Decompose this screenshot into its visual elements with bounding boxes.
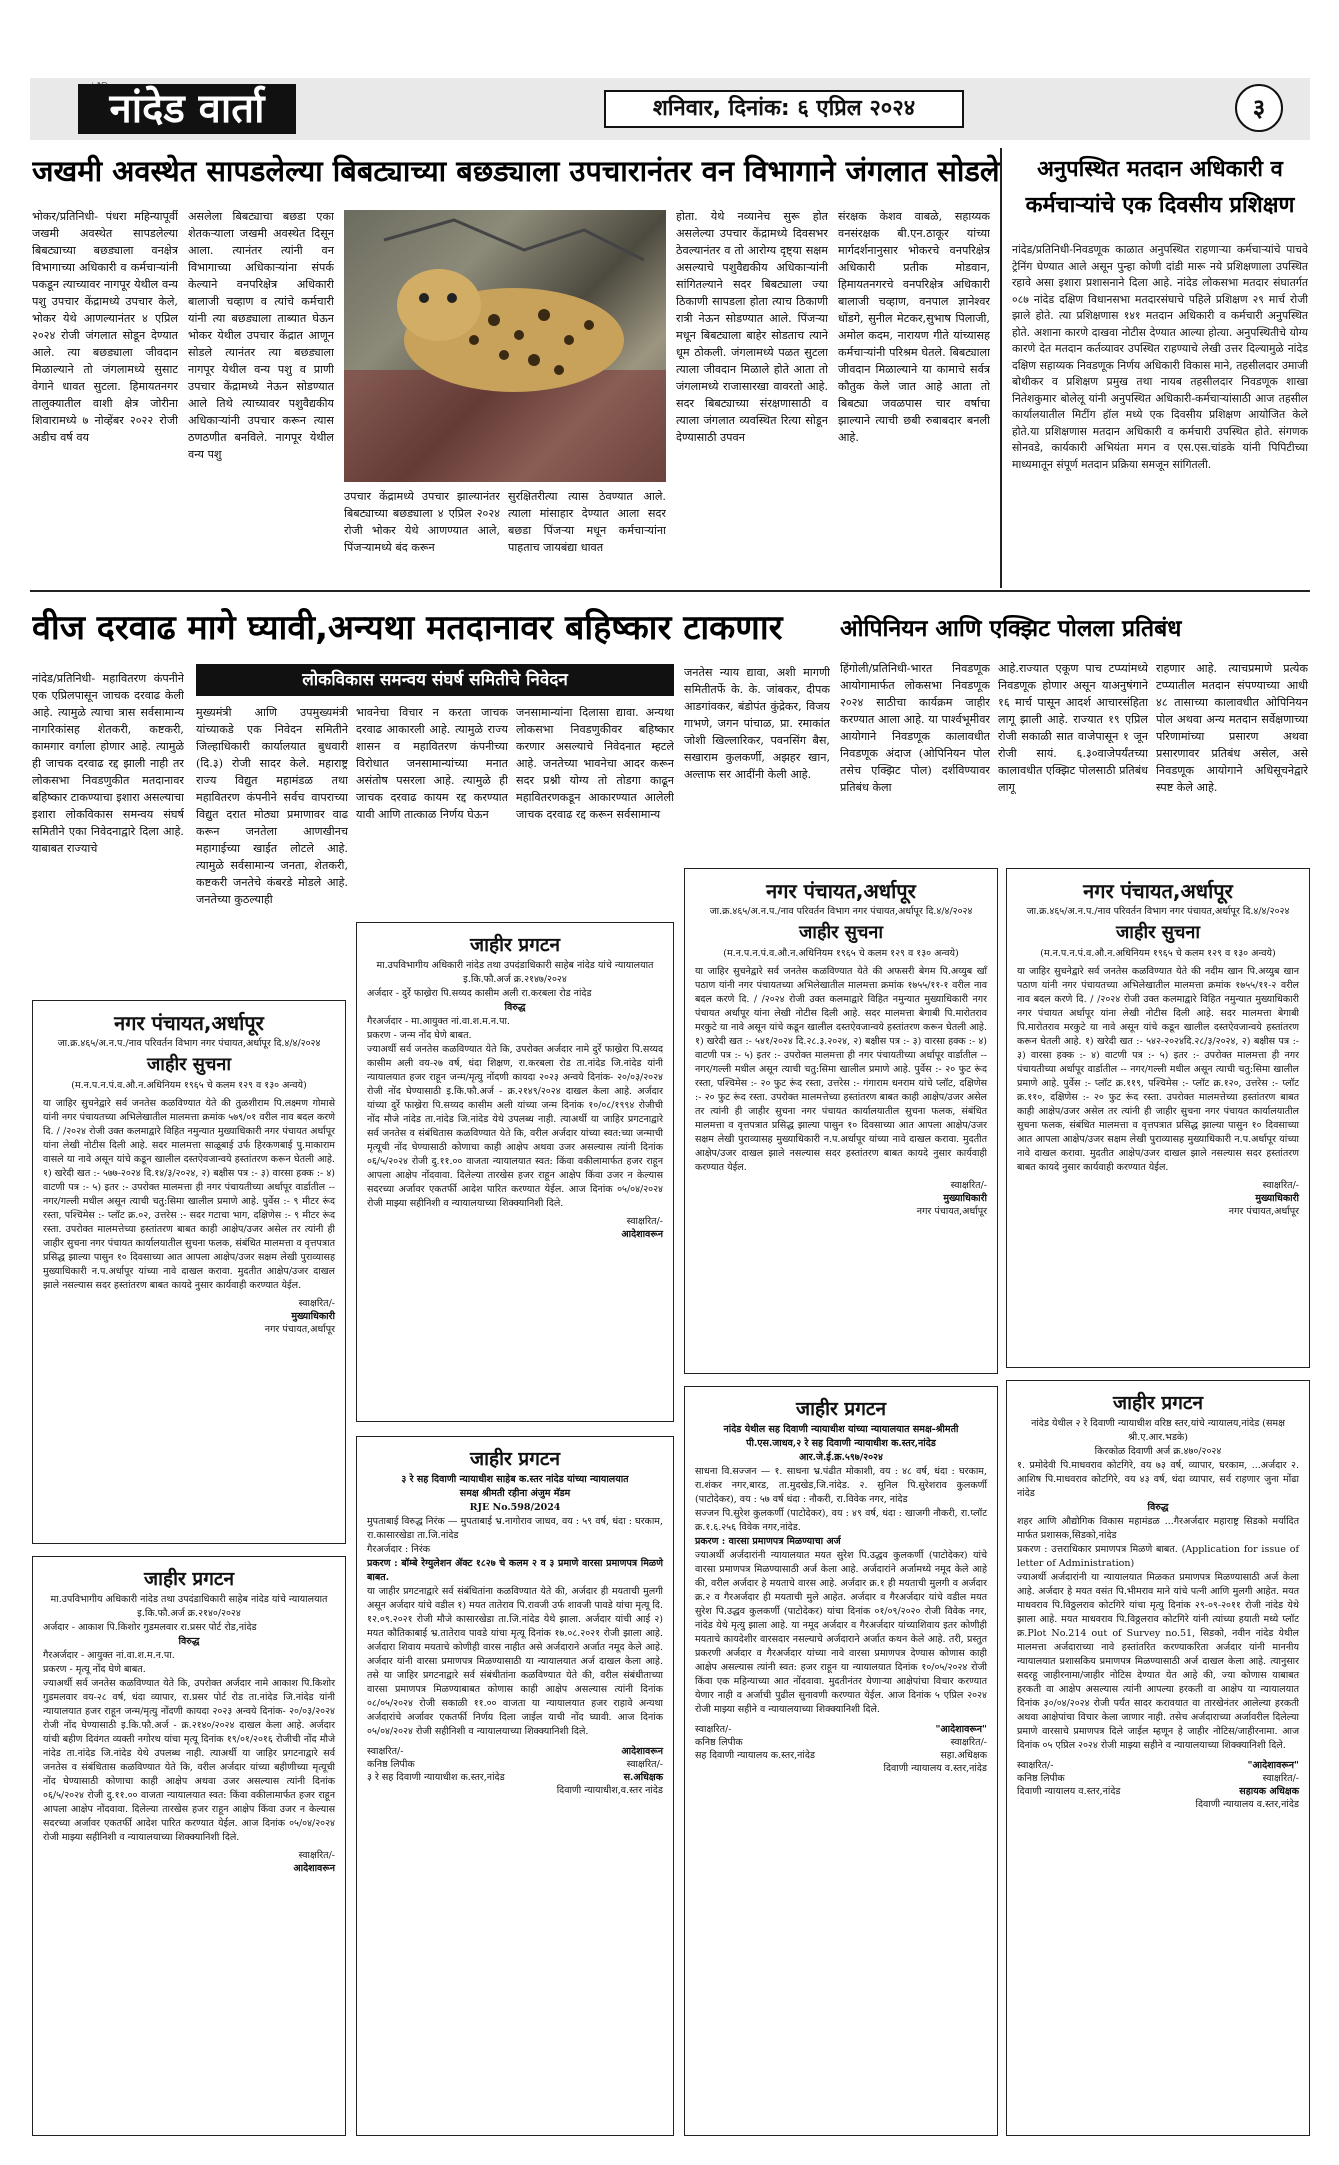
signature-left [1017,1759,1121,1811]
notice-respondent: सज्जन पि.सुरेश कुलकर्णी (पाटोदेकर), वय : ४९ वर्ष, धंदा : खाजगी नौकरी, रा.प्लॉट क्र.१.६.२५६ विवेक नगर,नांदेड. [695,1508,987,1533]
signature-office: ३ रे सह दिवाणी न्यायाधीश क.स्तर,नांदेड [367,1772,505,1783]
notice-petitioners: १. प्रमोदेवी पि.माधवराव कोटगिरे, वय ७३ वर्ष, व्यापार, घरकाम, ...अर्जदार २. आशिष पि.माधवराव कोटगिरे, वय ४३ वर्ष, धंदा व्यापार, सर्व राहणार जुना मोंढा नांदेड [1017,1460,1299,1499]
story1-col2: असलेला बिबट्याचा बछडा एका शेतकऱ्याला जखमी अवस्थेत दिसून आला. त्यानंतर त्यांनी वन विभागाच्या अधिकाऱ्यांना संपर्क केल्याने वनपरिक्षेत्र अधिकारी बालाजी चव्हाण व त्यांचे कर्मचारी यांनी त्या बछड्याला ताब्यात घेऊन भोकर येथील उपचार केंद्रात आणून सोडले त्यानंतर त्या बछड्याला नागपूर येथील वन्य पशु व प्राणी उपचार केंद्रामध्ये नेऊन सोडण्यात आले तिथे त्याच्यावर पशुवैद्यकीय अधिकाऱ्यांनी उपचार करून त्यास ठणठणीत बनविले. नागपूर येथील वन्य पशु [188,210,334,461]
notice-title: नगर पंचायत,अर्धापूर [114,1011,264,1035]
signature-line: स्वाक्षरित/- [298,1850,335,1861]
notice-judge: समक्ष श्रीमती रहीना अंजुम मॅडम [459,1488,571,1499]
notice-body: या जाहिर सुचनेद्वारे सर्व जनतेस कळविण्यात येते की तुळशीराम पि.लक्ष्मण गोमासे यांनी नगर पंचायतच्या अभिलेखातील मालमत्ता क्रमांक ५७९/०१ वरील नाव बदल करणे दि. / /२०२४ रोजी उक्त कलमाद्वारे विहित नमुन्यात मुख्याधिकारी नगर पंचायत अर्धापूर यांना लेखी नोटीस दिली आहे. सदर मालमत्ता साळूबाई उर्फ हिरकणबाई पु.माकाराम वासले या नावे असून यांचे कडून खालील दस्तऐवजान्वये हस्तांतरण करून घेतली आहे. १) खरेदी खत :- ५७७-२०२४ दि.१४/३/२०२४, २) बक्षीस पत्र :- ३) वारसा हक्क :- ४) वाटणी पत्र :- ५) इतर :- उपरोक्त मालमत्ता ही नगर पंचायतीच्या अर्धापूर वार्डातील -- नगर/गल्ली मधील असून त्याची चतु:सिमा खालील प्रमाणे आहे. पुर्वेस :- ९ मीटर रूंद रस्ता, पश्चिमेस :- प्लॉट क्र.०२, उत्तरेस :- सदर गटाचा भाग, दक्षिणेस :- ९ मीटर रूंद रस्ता. उपरोक्त मालमत्तेच्या हस्तांतरण बाबत काही आक्षेप/उजर असेल तर त्यांनी ही जाहीर सुचना नगर पंचायत कार्यालयातील सुचना फलक, संबंधित मालमत्ता व वृत्तपत्रात प्रसिद्ध झाल्या पासुन १० दिवसाच्या आत आपला आक्षेप/उजर सक्षम लेखी पुराव्यासह मुख्याधिकारी न.प.अर्धापूर यांच्या नावे दाखल करावा. मुदतीत आक्षेप/उजर दाखल झाले नसल्यास सदर हस्तांतरण बाबत कायदे नुसार कार्यवाही करण्यात येईल. [43,1098,335,1291]
signature-office: नगर पंचायत,अर्धापूर [264,1324,335,1335]
notice-case-number: इ.कि.फौ.अर्ज क्र.२१४७/२०२४ [463,974,567,985]
notice-heading: जाहीर सुचना [1115,922,1201,943]
notice-title: जाहीर प्रगटन [469,934,561,956]
notice-reference: जा.क्र.४६५/अ.न.प./नाव परिवर्तन विभाग नगर पंचायत,अर्धापूर दि.४/४/२०२४ [709,906,973,917]
notice-court: नांदेड येथील २ रे दिवाणी न्यायाधीश वरिष्ठ स्तर,यांचे न्यायालय,नांदेड (समक्ष श्री.ए.आर.भडके) [1031,1418,1285,1443]
story1-headline: जखमी अवस्थेत सापडलेल्या बिबट्याच्या बछड्याला उपचारानंतर वन विभागाने जंगलात सोडले [32,154,1000,188]
signature-right [557,1745,663,1797]
notice-body: या जाहीर प्रगटनाद्वारे सर्व संबंधितांना कळविण्यात येते की, अर्जदार ही मयताची मुलगी असून अर्जदार यांचे वडील १) मयत तातेराव पि.रावजी उर्फ शावजी पावडे यांचा मृत्यू दि. १२.०९.२०२१ रोजी मौजे कासारखेडा ता.जि.नांदेड येथे झाला. अर्जदार यांची आई २) मयत कौतिकाबाई भ्र.तातेराव पावडे यांचा मृत्यू दिनांक १७.०८.२०२१ रोजी झाला आहे. अर्जदारा शिवाय मयताचे कोणीही वारस नाहीत असे अर्जदाराने अर्जात नमूद केले आहे. अर्जदार यांनी वारसा प्रमाणपत्र मिळण्यासाठी या न्यायालयात अर्ज दाखल केला आहे. तसे या जाहिर प्रगटनाद्वारे सर्व संबंधीतांना कळविण्यात येते की, वरील संबंधीताच्या वारसा प्रमाणपत्र मिळण्याबाबत कोणास काही आक्षेप असल्यास त्यांनी दिनांक ०८/०५/२०२४ रोजी सकाळी ११.०० वाजता या न्यायालयात हजर राहावे अन्यथा अर्जदारांचे अर्जावर एकतर्फी निर्णय दिला जाईल याची नोंद घ्यावी. आज दिनांक ०५/०४/२०२४ रोजी सहीनिशी व न्यायालयाच्या शिक्क्यानिशी दिले. [367,1586,663,1737]
signature-office: दिवाणी न्यायालय व.स्तर,नांदेड [883,1763,987,1774]
signature-order: "आदेशावरून" [935,1724,987,1735]
signature-line: स्वाक्षरित/- [298,1298,335,1309]
notice-parties: मुपताबाई विरुद्ध निरंक — मुपताबाई भ्र.नागोराव जाधव, वय : ५९ वर्ष, धंदा : घरकाम, रा.कासारखेडा ता.जि.नांदेड [367,1516,663,1541]
story4-col3: राहणार आहे. त्याचप्रमाणे प्रत्येक टप्प्यातील मतदान संपण्याच्या आधी ४८ तासाच्या कालावधीत ओपिनियन पोल अथवा अन्य मतदान सर्वेक्षणाच्या परिणामांच्या प्रसारण अथवा प्रसारणावर प्रतिबंध असेल, असे निवडणूक आयोगाने अधिसूचनेद्वारे स्पष्ट केले आहे. [1156,662,1308,794]
story4-col1: हिंगोली/प्रतिनिधी-भारत निवडणूक आयोगामार्फत लोकसभा निवडणूक २०२४ साठीचा कार्यक्रम जाहीर करण्यात आला आहे. या पार्श्वभूमीवर आयोगाने निवडणूक कालावधीत निवडणूक अंदाज (ओपिनियन पोल तसेच एक्झिट पोल) दर्शविण्यावर प्रतिबंध केला [840,662,990,794]
signature-line: स्वाक्षरित/- [1262,1180,1299,1191]
signature-line: स्वाक्षरित/- [1262,1773,1299,1784]
signature-title: सहायक अधिक्षक [1239,1786,1299,1797]
signature-office: सह दिवाणी न्यायालय क.स्तर,नांदेड [695,1750,815,1761]
signature-line: स्वाक्षरित/- [695,1724,732,1735]
notice-court-2 [32,1556,346,2136]
story1-col1: भोकर/प्रतिनिधी- पंधरा महिन्यापूर्वी जखमी अवस्थेत सापडलेल्या बिबट्याच्या बछड्याला वनक्षेत्र विभागाच्या अधिकारी व कर्मचाऱ्यांनी पकडून त्याच्यावर नागपूर येथील वन्य पशु उपचार केंद्रामध्ये उपचार केले, भोकर येथे आणल्यानंतर ४ एप्रिल २०२४ रोजी जंगलात सोडून देण्यात आले. त्या बछड्याला जीवदान मिळाल्याने तो जंगलामध्ये सुसाट वेगाने धावत सुटला. हिमायतनगर तालुक्यातील वाशी क्षेत्र जोरीना शिवारामध्ये ७ नोव्हेंबर २०२२ रोजी अडीच वर्ष वय [32,210,178,444]
signature-right [1196,1759,1300,1811]
signature-title: कनिष्ठ लिपीक [1017,1773,1065,1784]
story3-headline: वीज दरवाढ मागे घ्यावी,अन्यथा मतदानावर बहिष्कार टाकणार [32,608,783,648]
notice-subject: प्रकरण : उत्तराधिकार प्रमाणपत्र मिळणे बाबत. (Application for issue of letter of Administration) [1017,1544,1299,1569]
notice-body: ज्याअर्थी सर्व जनतेस कळविण्यात येते कि, उपरोक्त अर्जदार नामे आकाश पि.किशोर गुडमलवार वय-२८ वर्ष, धंदा व्यापार, रा.प्रसर पोर्ट रोड ता.नांदेड जि.नांदेड यांनी न्यायालयात हजर राहून जन्म/मृत्यु नोंदणी कायदा २०२३ अन्वये दिनांक- २०/०३/२०२४ रोजी नोंद घेण्यासाठी इ.कि.फौ.अर्ज - क्र.२१४०/२०२४ दाखल केला आहे. अर्जदार यांची बहीण दिवंगत व्यक्ती नगोरथ यांचा मृत्यू दिनांक १९/०१/२०१६ रोजीची नोंद मौजे नांदेड ता.नांदेड जि.नांदेड येथे उपलब्ध नाही. त्याअर्थी या जाहिर प्रगटनाद्वारे सर्व जनतेस व संबंधितास कळविण्यात येते कि, वरील अर्जदार यांच्या बहीणीच्या मृत्यूची नोंद घेण्यासाठी कोणाचा काही आक्षेप अथवा उजर असल्यास त्यांनी दिनांक ०६/५/२०२४ रोजी दु.११.०० वाजता न्यायालयात स्वत: किंवा वकीलामार्फत हजर राहून आपला आक्षेप नोंदवावा. दिलेल्या तारखेस हजर राहून आक्षेप किंवा उजर न केल्यास सदरच्या अर्जावर एकतर्फी आदेश पारित करण्यात येईल. आज दिनांक ०५/०४/२०२४ रोजी माझ्या सहीनिशी व न्यायालयाच्या शिक्क्यानिशी दिले. [43,1678,335,1843]
notice-petitioners: साधना वि.सज्जन — १. साधना भ्र.पंढीत मोकाशी, वय : ४८ वर्ष, धंदा : घरकाम, रा.शंकर नगर,बारड, ता.मुदखेड,जि.नांदेड. २. सुनिल पि.सुरेशराव कुलकर्णी (पाटोदेकर), वय : ५७ वर्ष धंदा : नौकरी, रा.विवेक नगर, नांदेड [695,1466,987,1505]
notice-nagar-panchayat-2 [684,868,998,1374]
notice-body: ज्याअर्थी सर्व जनतेस कळविण्यात येते कि, उपरोक्त अर्जदार नामे दुर्रे फाख्रेरा पि.सय्यद कासीम अली वय-२७ वर्ष, धंदा शिक्षण, रा.करबला रोड ता.नांदेड जि.नांदेड यांनी न्यायालयात हजर राहून जन्म/मृत्यु नोंदणी कायदा २०२३ अन्वये दिनांक- २०/०३/२०२४ रोजी नोंद घेण्यासाठी इ.कि.फौ.अर्ज - क्र.२१४९/२०२४ दाखल केला आहे. अर्जदार यांच्या दुर्रे फाख्रेरा पि.सय्यद कासीम अली यांच्या जन्म दिनांक १०/०८/१९९४ रोजीची नोंद मौजे नांदेड ता.नांदेड जि.नांदेड येथे उपलब्ध नाही. त्याअर्थी या जाहिर प्रगटनाद्वारे सर्व जनतेस व संबंधितास कळविण्यात येते कि, वरील अर्जदार यांच्या स्वत:च्या जन्माची मृत्यूची नोंद घेण्यासाठी कोणाचा काही आक्षेप अथवा उजर असल्यास त्यांनी दिनांक ०६/५/२०२४ रोजी दु.११.०० वाजता न्यायालयात स्वत: किंवा वकीलामार्फत हजर राहून आपला आक्षेप नोंदवावा. दिलेल्या तारखेस हजर राहून आक्षेप किंवा उजर न केल्यास सदरच्या अर्जावर एकतर्फी आदेश पारित करण्यात येईल. आज दिनांक ०५/०४/२०२४ रोजी माझ्या सहीनिशी व न्यायालयाच्या शिक्क्यानिशी दिले. [367,1044,663,1209]
story1-col5: संरक्षक केशव वाबळे, सहाय्यक वनसंरक्षक बी.एन.ठाकूर यांच्या मार्गदर्शनानुसार भोकरचे वनपरिक्षेत्र अधिकारी प्रतीक मोडवान, हिमायतनगरचे वनपरिक्षेत्र अधिकारी बालाजी चव्हाण, वनपाल ज्ञानेश्वर धोंडगे, सुनील मेटकर,सुभाष पिलाजी, अमोल कदम, नारायण गीते यांच्यासह कर्मचाऱ्यांनी परिश्रम घेतले. बिबट्याला जीवदान मिळाल्याने या कामाचे सर्वत्र कौतुक केले जात आहे आता तो बिबट्या जवळपास चार वर्षाचा झाल्याने त्याची छबी रुबाबदार बनली आहे. [838,210,990,444]
notice-court: मा.उपविभागीय अधिकारी नांदेड तथा उपदंडाधिकारी साहेब नांदेड यांचे न्यायालयात [376,960,654,971]
section-divider [30,590,1310,592]
notice-subject: प्रकरण : वारसा प्रमाणपत्र मिळण्याचा अर्ज [695,1536,841,1547]
notice-court-4 [684,1386,998,2136]
story3-subhead: लोकविकास समन्वय संघर्ष समितीचे निवेदन [196,664,674,696]
leopard-cub-illustration [344,210,666,482]
story2-body: नांदेड/प्रतिनिधी-निवडणूक काळात अनुपस्थित राहणाऱ्या कर्मचाऱ्यांचे पाचवे ट्रेनिंग घेण्यात आले असून पुन्हा कोणी दांडी मारू नये प्रशिक्षणाला उपस्थित रहावे असा इशारा प्रशासनाने दिला आहे. नांदेड लोकसभा मतदार संघातर्गत ०८७ नांदेड दक्षिण विधानसभा मतदारसंघाचे पहिले प्रशिक्षण २९ मार्च रोजी झाले होते. त्या प्रशिक्षणास १४१ मतदान अधिकारी व कर्मचारी अनुपस्थित होते. अशाना कारणे दाखवा नोटीस देण्यात आल्या होत्या. अनुपस्थितीचे योग्य कारणे देत मतदान कर्तव्यावर उपस्थित राहण्याचे लेखी उत्तर दिल्यामुळे नांदेड दक्षिण सहाय्यक निवडणूक निर्णय अधिकारी विकास माने, तहसीलदार उमाजी बोथीकर व प्रशिक्षण प्रमुख तथा नायब तहसीलदार निवडणूक शाखा नितेशकुमार बोलेलू यांनी अनुपस्थित अधिकारी-कर्मचाऱ्यांसाठी आज तहसील कार्यालयातील मिटींग हॉल मध्ये एक दिवसीय प्रशिक्षण आयोजित केले होते.या प्रशिक्षणास मतदान अधिकारी व कर्मचारी उपस्थित होते. संगणक सोनवडे, कार्यकारी अभियंता मगन व एस.एस.चांडके यांनी पिपिटीच्या माध्यमातून संपूर्ण मतदान प्रक्रिया समजून सांगितली. [1012,243,1308,471]
notice-signatures [695,1723,987,1775]
signature-title: कनिष्ठ लिपीक [695,1737,743,1748]
story1-col4: होता. येथे नव्यानेच सुरू होत असलेल्या उपचार केंद्रामध्ये दिवसभर ठेवल्यानंतर व तो आरोग्य दृष्ट्या सक्षम असल्याचे पशुवैद्यकीय अधिकाऱ्यांनी सांगितल्याने सदर बिबट्याला ज्या ठिकाणी सापडला होता त्याच ठिकाणी रात्री नेऊन सोडण्यात आले. पिंजऱ्या मधून बिबट्याला बाहेर सोडताच त्याने धूम ठोकली. जंगलामध्ये पळत सुटला त्याला जीवदान मिळाले होते आता तो जंगलामध्ये राजासारखा वावरतो आहे. सदर बिबट्याच्या संरक्षणासाठी व त्याला जंगलात व्यवस्थित रित्या सोडून देण्यासाठी उपवन [676,210,828,444]
notice-signature [43,1849,335,1875]
signature-office: नगर पंचायत,अर्धापूर [1228,1206,1299,1217]
notice-signatures [1017,1759,1299,1811]
notice-court: मा.उपविभागीय अधिकारी नांदेड तथा उपदंडाधिकारी साहेब नांदेड यांचे न्यायालयात [50,1594,328,1605]
notice-signature [367,1215,663,1241]
signature-title: आदेशावरून [293,1863,335,1874]
notice-respondent: शहर आणि औद्योगिक विकास महामंडळ ...गैरअर्जदार महाराष्ट्र सिडको मर्यादित मार्फत प्रशासक,सिडको,नांदेड [1017,1516,1299,1541]
leopard-cub-photo [344,210,666,482]
notice-act: (म.न.प.न.पं.व.औ.न.अधिनियम १९६५ चे कलम १२९ व १३० अन्वये) [1040,948,1276,959]
notice-nagar-panchayat-1 [32,1000,346,1544]
story1-caption-a: उपचार केंद्रामध्ये उपचार झाल्यानंतर बिबट्याच्या बछड्याला ४ एप्रिल २०२४ रोजी भोकर येथे आणण्यात आले, पिंजऱ्यामध्ये बंद करून [344,490,500,554]
signature-line: स्वाक्षरित/- [367,1746,404,1757]
notice-act: (म.न.प.न.पं.व.औ.न.अधिनियम १९६५ चे कलम १२९ व १३० अन्वये) [71,1080,307,1091]
signature-line: स्वाक्षरित/- [1017,1760,1054,1771]
notice-title: जाहीर प्रगटन [469,1448,561,1470]
signature-left [367,1745,505,1797]
signature-title: कनिष्ठ लिपीक [367,1759,415,1770]
signature-line: स्वाक्षरित/- [626,1216,663,1227]
story3-col5: जनतेस न्याय द्यावा, अशी मागणी समितीतर्फे के. के. जांबकर, दीपक आडगांवकर, बंडोपंत कुंद्रेकर, विजय गाभणे, जगन पांचाळ, प्रा. रमाकांत जोशी खिल्लारिकर, पवनसिंग बैस, सखाराम कुलकर्णी, अझहर खान, अल्ताफ सर आदींनी केली आहे. [684,666,830,781]
newspaper-logo: नांदेड वार्ता [78,84,296,134]
signature-title: सहा.अधिक्षक [940,1750,987,1761]
notice-body: ज्याअर्थी अर्जदारांनी या न्यायालयात मिळकत प्रमाणपत्र मिळण्यासाठी अर्ज केला आहे. अर्जदार हे मयत वसंत पि.भीमराव माने यांचे पत्नी आणि मुलगी आहेत. मयत माधवराव पि.विठ्ठलराव कोटगिरे यांचा मृत्यु दिनांक २९-०९-२०११ रोजी नांदेड येथे झाला आहे. मयत माधवराव पि.विठ्ठलराव कोटगिरे यांनी त्यांच्या हयाती मध्ये प्लॉट क्र.Plot No.214 out of Survey no.51, सिडको, नवीन नांदेड येथील मालमत्ता अर्जदाराच्या नावे हस्तांतरित करण्याकरिता अर्जदार यांनी माननीय न्यायालयात प्रशासकिय प्रमाणपत्र मिळण्यासाठी अर्ज दाखल केला आहे. त्यानुसार सदरहू जाहीरनामा/जाहीर नोटिस देण्यात येत आहे की, ज्या कोणास याबाबत हरकती वा आक्षेप असल्यास त्यांनी आपल्या हरकती वा आक्षेप या न्यायालयात दिनांक ३०/०४/२०२४ रोजी पर्यंत सादर करावयात वा तारखेनंतर आलेल्या हरकती अथवा आक्षेपांचा विचार केला जाणार नाही. तसेच अर्जदाराच्या अर्जावरील दिलेल्या प्रमाणे वारसाचे प्रमाणपत्र दिले जाईल म्हणून हे जाहीर नोटिस/जाहीरनामा. आज दिनांक ०५ एप्रिल २०२४ रोजी माझ्या सहीने व न्यायालयाच्या शिक्क्यानिशी दिले. [1017,1572,1299,1751]
signature-line: स्वाक्षरित/- [626,1759,663,1770]
notice-signature [695,1179,987,1218]
notice-versus: विरुद्ध [504,1002,526,1013]
notice-court: नांदेड येथील सह दिवाणी न्यायाधीश यांच्या न्यायालयात समक्ष-श्रीमती पी.एस.जाधव,२ रे सह दिवाणी न्यायाधीश क.स्तर,नांदेड [723,1424,959,1449]
notice-signature [1017,1179,1299,1218]
notice-title: जाहीर प्रगटन [1112,1392,1204,1414]
story3-col4: जनसामान्यांना दिलासा द्यावा. अन्यथा लोकसभा निवडणुकीवर बहिष्कार करणार असल्याचे निवेदनात म्हटले आहे. जनतेच्या भावनेचा आदर करून सदर प्रश्नी योग्य तो तोडगा काढून महावितरणकडून आकारण्यात आलेली जाचक दरवाढ रद्द करून सर्वसामान्य [516,706,674,821]
signature-order: "आदेशावरून" [1247,1760,1299,1771]
signature-office: दिवाणी न्यायालय व.स्तर,नांदेड [1017,1786,1121,1797]
issue-date: शनिवार, दिनांक: ६ एप्रिल २०२४ [604,90,964,128]
signature-office: दिवाणी न्यायाधीश,व.स्तर नांदेड [556,1785,663,1796]
notice-respondent: गैरअर्जदार : निरंक [367,1544,431,1555]
notice-title: जाहीर प्रगटन [795,1398,887,1420]
notice-subject: प्रकरण - जन्म नोंद घेणे बाबत. [367,1030,472,1041]
signature-title: मुख्याधिकारी [1255,1193,1299,1204]
notice-heading: जाहीर सुचना [798,922,884,943]
notice-title: नगर पंचायत,अर्धापूर [1083,879,1233,903]
notice-reference: जा.क्र.४६५/अ.न.प./नाव परिवर्तन विभाग नगर पंचायत,अर्धापूर दि.४/४/२०२४ [57,1038,321,1049]
notice-subject: प्रकरण : बॉम्बे रेग्युलेशन ॲक्ट १८२७ चे कलम २ व ३ प्रमाणे वारसा प्रमाणपत्र मिळणे बाबत. [367,1558,663,1583]
notice-court: ३ रे सह दिवाणी न्यायाधीश साहेब क.स्तर नांदेड यांच्या न्यायालयात [401,1474,629,1485]
notice-respondent: गैरअर्जदार - आयुक्त नां.वा.श.म.न.पा. [43,1650,175,1661]
notice-body: या जाहिर सुचनेद्वारे सर्व जनतेस कळविण्यात येते की नदीम खान पि.अय्युब खान पठाण यांनी नगर पंचायतच्या अभिलेखातील मालमत्ता क्रमांक १७५५/११-२ वरील नाव बदल करणे दि. / /२०२४ रोजी उक्त कलमाद्वारे विहित नमुन्यात मुख्याधिकारी नगर पंचायत अर्धापूर यांना लेखी नोटीस दिली आहे. सदर मालमत्ता बेगाबी पि.मारोतराव मरकुटे या नावे असून यांचे कडून खालील दस्तऐवजान्वये हस्तांतरण करून घेतली आहे. १) खरेदी खत :- ५४२-२०२४दि.२८/३/२०२४, २) बक्षीस पत्र :- ३) वारसा हक्क :- ४) वाटणी पत्र :- ५) इतर :- उपरोक्त मालमत्ता ही नगर पंचायतीच्या अर्धापूर वार्डातील -- नगर/गल्ली मधील असून त्याची चतु:सिमा खालील प्रमाणे आहे. पुर्वेस :- प्लॉट क्र.११९, पश्चिमेस :- प्लॉट क्र.१२०, उत्तरेस :- प्लॉट क्र.११०, दक्षिणेस :- २० फुट रूंद रस्ता. उपरोक्त मालमत्तेच्या हस्तांतरण बाबत काही आक्षेप/उजर असेल तर त्यांनी ही जाहीर सुचना नगर पंचायत कार्यालयातील सुचना फलक, संबंधित मालमत्ता व वृत्तपत्रात प्रसिद्ध झाल्या पासुन १० दिवसाच्या आत आपला आक्षेप/उजर सक्षम लेखी पुराव्यासह मुख्याधिकारी न.प.अर्धापूर यांच्या नावे दाखल करावा. मुदतीत आक्षेप/उजर दाखल झाले नसल्यास सदर हस्तांतरण बाबत कायदे नुसार कार्यवाही करण्यात येईल. [1017,966,1299,1173]
notice-body: या जाहिर सुचनेद्वारे सर्व जनतेस कळविण्यात येते की अफसरी बेगम पि.अय्युब खाँ पठाण यांनी नगर पंचायतच्या अभिलेखातील मालमत्ता क्रमांक १७५५/११-१ वरील नाव बदल करणे दि. / /२०२४ रोजी उक्त कलमाद्वारे विहित नमुन्यात मुख्याधिकारी नगर पंचायत अर्धापूर यांना लेखी नोटीस दिली आहे. सदर मालमत्ता बेगाबी पि.मारोतराव मरकुटे या नावे असून यांचे कडून खालील दस्तऐवजान्वये हस्तांतरण करून घेतली आहे. १) खरेदी खत :- ५४१/२०२४ दि.२८.३.२०२४, २) बक्षीस पत्र :- ३) वारसा हक्क :- ४) वाटणी पत्र :- ५) इतर :- उपरोक्त मालमत्ता ही नगर पंचायतीच्या अर्धापूर वार्डातील -- नगर/गल्ली मधील असून त्याची चतु:सिमा खालील प्रमाणे आहे. पुर्वेस :- २० फुट रूंद रस्ता, पश्चिमेस :- २० फुट रूंद रस्ता, उत्तरेस :- गंगाराम धनराम यांचे प्लॉट, दक्षिणेस :- २० फुट रूंद रस्ता. उपरोक्त मालमत्तेच्या हस्तांतरण बाबत काही आक्षेप/उजर असेल तर त्यांनी ही जाहीर सुचना नगर पंचायत कार्यालयातील सुचना फलक, संबंधित मालमत्ता व वृत्तपत्रात प्रसिद्ध झाल्या पासुन १० दिवसाच्या आत आपला आक्षेप/उजर सक्षम लेखी पुराव्यासह मुख्याधिकारी न.प.अर्धापूर यांच्या नावे दाखल करावा. मुदतीत आक्षेप/उजर दाखल झाले नसल्यास सदर हस्तांतरण बाबत कायदे नुसार कार्यवाही करण्यात येईल. [695,966,987,1173]
notice-nagar-panchayat-3 [1006,868,1310,1368]
signature-office: दिवाणी न्यायालय व.स्तर,नांदेड [1195,1799,1299,1810]
signature-line: स्वाक्षरित/- [950,1180,987,1191]
signature-order: आदेशावरून [621,1746,663,1757]
story3-col2: मुख्यमंत्री आणि उपमुख्यमंत्री यांच्याकडे एक निवेदन समितीने जिल्हाधिकारी कार्यालयात बुधवारी (दि.३) रोजी सादर केले. महाराष्ट्र राज्य विद्युत महामंडळ तथा महावितरण कंपनीने सर्वच वापराच्या विद्युत दरात मोठ्या प्रमाणावर वाढ करून जनतेला आणखीनच महागाईच्या खाईत लोटले आहे. त्यामुळे सर्वसामान्य जनता, शेतकरी, कष्टकरी जनतेचे कंबरडे मोडले आहे. जनतेच्या कुठल्याही [196,706,348,906]
story3-col1: नांदेड/प्रतिनिधी- महावितरण कंपनीने एक एप्रिलपासून जाचक दरवाढ केली आहे. त्यामुळे त्याचा त्रास सर्वसामान्य नागरिकांसह शेतकरी, कष्टकरी, कामगार वर्गाला होणार आहे. त्यामुळे ही जाचक दरवाढ रद्द झाली नाही तर लोकसभा निवडणुकीत मतदानावर बहिष्कार टाकण्याचा इशारा असल्याचा इशारा लोकविकास समन्वय संघर्ष समितीने एका निवेदनाद्वारे दिला आहे. याबाबत राज्याचे [32,672,184,855]
story4-col2: आहे.राज्यात एकूण पाच टप्प्यांमध्ये निवडणूक होणार असून याअनुषंगाने १६ मार्च पासून आदर्श आचारसंहिता लागू झाली आहे. राज्यात १९ एप्रिल रोजी सकाळी सात वाजेपासून १ जून रोजी सायं. ६.३०वाजेपर्यंतच्या कालावधीत एक्झिट पोलसाठी प्रतिबंध लागू [998,662,1148,794]
page-number: ३ [1235,84,1283,132]
story3-col3: भावनेचा विचार न करता जाचक दरवाढ आकारली आहे. त्यामुळे राज्य शासन व महावितरण कंपनीच्या विरोधात जनसामान्यांच्या मनात असंतोष पसरला आहे. त्यामुळे ही जाचक दरवाढ कायम रद्द करण्यात यावी आणि तात्काळ निर्णय घेऊन [356,706,508,821]
notice-case-number: किरकोळ दिवाणी अर्ज क्र.४७०/२०२४ [1094,1446,1222,1457]
notice-signature [43,1297,335,1336]
notice-court-5 [1006,1380,1310,2136]
notice-versus: विरुद्ध [1147,1502,1169,1513]
signature-line: स्वाक्षरित/- [950,1737,987,1748]
signature-title: मुख्याधिकारी [943,1193,987,1204]
signature-title: स.अधिक्षक [623,1772,663,1783]
notice-heading: जाहीर सुचना [146,1054,232,1075]
signature-title: आदेशावरून [621,1229,663,1240]
notice-act: (म.न.प.न.पं.व.औ.न.अधिनियम १९६५ चे कलम १२९ व १३० अन्वये) [723,948,959,959]
signature-left [695,1723,815,1775]
notice-court-1 [356,922,674,1422]
notice-case-number: RJE No.598/2024 [469,1502,561,1513]
notice-respondent: गैरअर्जदार - मा.आयुक्त नां.वा.श.म.न.पा. [367,1016,510,1027]
notice-signatures [367,1745,663,1797]
notice-subject: प्रकरण - मृत्यू नोंद घेणे बाबत. [43,1664,146,1675]
signature-title: मुख्याधिकारी [291,1311,335,1322]
story4-headline: ओपिनियन आणि एक्झिट पोलला प्रतिबंध [840,616,1182,642]
story1-caption-b: सुरक्षितरीत्या त्यास ठेवण्यात आले. त्याला मांसाहार देण्यात आला सदर बछडा पिंजऱ्या मधून कर्मचाऱ्यांना पाहताच जायबंद्या धावत [508,490,666,554]
notice-case-number: आर.जे.ई.क्र.५९७/२०२४ [799,1452,883,1463]
story2-headline: अनुपस्थित मतदान अधिकारी व कर्मचाऱ्यांचे एक दिवसीय प्रशिक्षण [1025,157,1295,218]
notice-title: नगर पंचायत,अर्धापूर [766,879,916,903]
notice-court-3 [356,1436,674,2136]
signature-right [884,1723,988,1775]
signature-office: नगर पंचायत,अर्धापूर [916,1206,987,1217]
notice-case-number: इ.कि.फौ.अर्ज क्र.२१४०/२०२४ [137,1608,241,1619]
notice-parties: अर्जदार - आकाश पि.किशोर गुडमलवार रा.प्रसर पोर्ट रोड,नांदेड [43,1622,257,1633]
notice-reference: जा.क्र.४६५/अ.न.प./नाव परिवर्तन विभाग नगर पंचायत,अर्धापूर दि.४/४/२०२४ [1026,906,1290,917]
notice-versus: विरुद्ध [178,1636,200,1647]
notice-title: जाहीर प्रगटन [143,1568,235,1590]
notice-body: ज्याअर्थी अर्जदारांनी न्यायालयात मयत सुरेश पि.उद्धव कुलकर्णी (पाटोदेकर) यांचे वारसा प्रमाणपत्र मिळण्यासाठी अर्ज केला आहे. अर्जदारांने अर्जामध्ये नमूद केले आहे की, वरील अर्जदार हे मयताचे वारस आहे. अर्जदार क्र.१ ही मयताची मुलगी व अर्जदार क्र.२ व गैरअर्जदार ही मयताची मुले आहेत. अर्जदार व गैरअर्जदार यांचे वडील मयत सुरेश पि.उद्धव कुलकर्णी (पाटोदेकर) यांचा दिनांक ०१/०९/२०२० रोजी विवेक नगर, नांदेड येथे मृत्यु झाला आहे. या नमूद अर्जदार व गैरअर्जदार यांच्याशिवाय इतर कोणीही मयताचे कायदेशीर वारसदार नसल्याचे अर्जदाराने अर्जात कथन केले आहे. तरी, प्रस्तुत प्रकरणी अर्जदार व गैरअर्जदार यांच्या नावे वारसा प्रमाणपत्र देण्यास कोणास काही आक्षेप असल्यास त्यांनी स्वत: हजर राहून या न्यायालयात दिनांक १०/०५/२०२४ रोजी किंवा एक महिन्याच्या आत नोंदवावा. मुदतीनंतर येणाऱ्या आक्षेपांचा विचार करण्यात येणार नाही व अर्जाची पुढील सुनावणी करण्यात येईल. आज दिनांक ५ एप्रिल २०२४ रोजी माझ्या सहीने व न्यायालयाच्या शिक्क्यानिशी दिले. [695,1550,987,1715]
notice-parties: अर्जदार - दुर्रे फाख्रेरा पि.सय्यद कासीम अली रा.करबला रोड नांदेड [367,988,592,999]
column-rule [1000,148,1002,588]
